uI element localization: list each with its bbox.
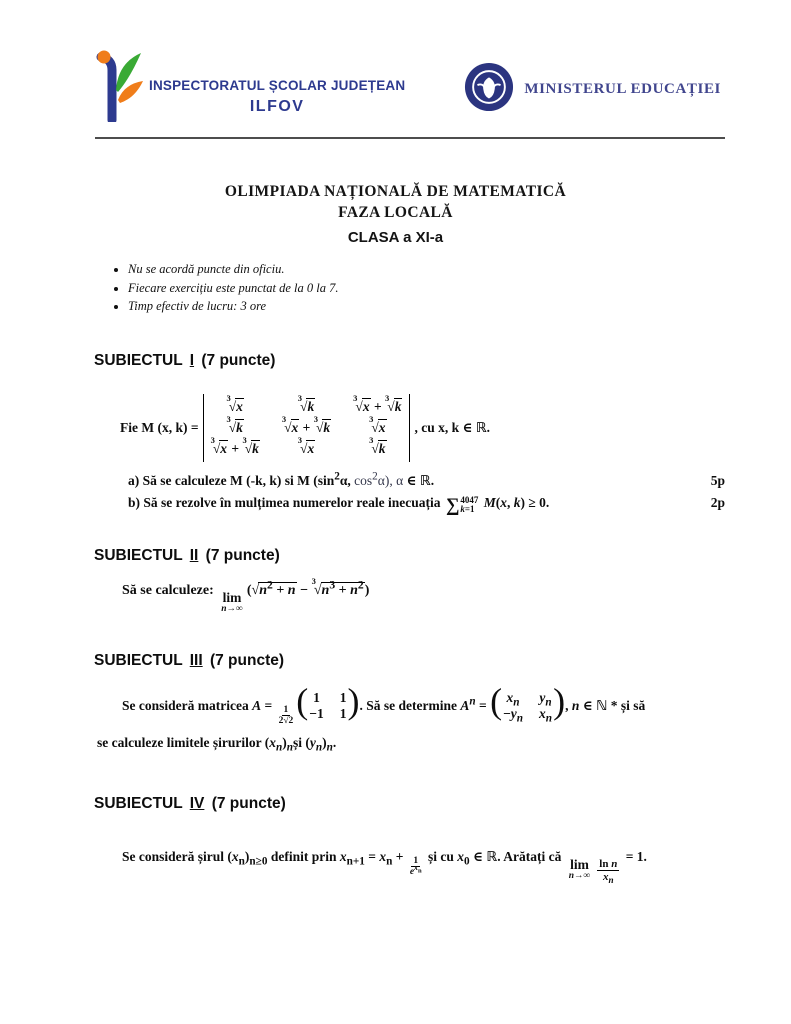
class-title: CLASA a XI-a [347, 229, 444, 246]
ministry-logo [464, 62, 721, 117]
exam-rules-list [102, 260, 791, 316]
section-heading-4 [94, 795, 791, 813]
title-block [0, 181, 791, 246]
problem-3-statement-line1 [122, 680, 725, 727]
sequence-limits-text: se calculeze limitele șirurilor $(x_n)_nși$ $(y_n)_n$. [97, 734, 337, 754]
problem-1a-text: a) Să se calculeze M (-k, k) si M ($\sin^2\alpha$, $\cos^2\alpha$), α ∈ ℝ. [128, 470, 435, 488]
section-numeral: IV [189, 794, 205, 812]
section-label: SUBIECTUL [94, 351, 183, 369]
matrix-cell: $^3$√k [226, 414, 243, 435]
problem-1a-points: 5p [710, 472, 725, 488]
matrix-cell: $^3$√x + $^3$√k [353, 393, 402, 414]
section-label: SUBIECTUL [94, 651, 183, 669]
ministry-name: MINISTERUL EDUCAȚIEI [524, 81, 721, 97]
problem-3-statement-line2 [97, 734, 791, 754]
section-heading-2 [94, 547, 791, 565]
matrix-cell: $^3$√k [369, 435, 386, 456]
matrix-cell: $^3$√x [226, 393, 243, 414]
matrix-equation-prefix: Fie M (x, k) = [120, 419, 199, 435]
isj-county: ILFOV [249, 98, 305, 115]
isj-plant-icon [95, 46, 147, 127]
isj-name: INSPECTORATUL ȘCOLAR JUDEȚEAN [149, 78, 406, 93]
matrix-power-equation: Se consideră matricea A = $\frac{1}{2√2}$ ( 1 1 −1 1 ). Să se determine $A^n$ = ( $x_n$ $y_n$ $-y_n$ $x_n$ ), n ∈ ℕ * și să [122, 680, 646, 726]
section-numeral: I [189, 351, 195, 369]
isj-logo [95, 46, 405, 127]
section-points: (7 puncte) [205, 546, 280, 564]
page-header [0, 0, 791, 127]
matrix-cell: $^3$√k [297, 393, 315, 414]
matrix-cell: $^3$√x + $^3$√k [210, 435, 259, 456]
section-label: SUBIECTUL [94, 546, 183, 564]
section-points: (7 puncte) [209, 651, 285, 669]
matrix-cell: $^3$√x [369, 414, 386, 435]
section-numeral: III [189, 651, 203, 669]
matrix-cell: $^3$√x [297, 435, 315, 456]
rule-item: • Timp efectiv de lucru: 3 ore [128, 297, 791, 316]
problem-1b-points: 2p [710, 494, 725, 510]
government-seal-icon [464, 62, 514, 117]
isj-text [149, 78, 405, 117]
section-points: (7 puncte) [201, 351, 276, 369]
problem-1b-row [128, 492, 725, 515]
problem-1b-text: b) Să se rezolve în mulțimea numerelor reale inecuația ∑ 4047 k=1 M(x, k) ≥ 0. [128, 494, 550, 516]
section-heading-3 [94, 652, 791, 670]
header-divider [95, 137, 725, 139]
matrix-equation-suffix: , cu x, k ∈ ℝ. [414, 419, 491, 435]
olympiad-title: OLIMPIADA NAȚIONALĂ DE MATEMATICĂ [224, 183, 567, 200]
rule-item: • Fiecare exercițiu este punctat de la 0 la 7. [128, 279, 791, 298]
rule-item: • Nu se acordă puncte din oficiu. [128, 260, 791, 279]
problem-4-statement [122, 849, 725, 883]
section-numeral: II [189, 546, 199, 564]
determinant-matrix [203, 394, 411, 462]
recurrence-limit-equation: Se consideră șirul $(x_n)_{n\ge 0}$ definit prin $x_{n+1} = x_n$ + $\frac{1}{e^{x_n}}$ și cu $x_0$ ∈ ℝ. Arătați că lim n→∞ $\frac{\text{ln n}}{x_n}$ = 1. [122, 848, 647, 885]
problem-1-statement [120, 394, 791, 462]
problem-1a-row [128, 470, 725, 492]
phase-title: FAZA LOCALĂ [338, 204, 453, 221]
limit-expression: Să se calculeze: lim n→∞ $(√n^2 + n - ^3√n^3 + n^2)$ [122, 575, 370, 614]
section-points: (7 puncte) [211, 794, 286, 812]
section-label: SUBIECTUL [94, 794, 183, 812]
matrix-cell: $^3$√x + $^3$√k [281, 414, 331, 435]
section-heading-1 [94, 352, 791, 370]
problem-2-statement [122, 575, 791, 614]
